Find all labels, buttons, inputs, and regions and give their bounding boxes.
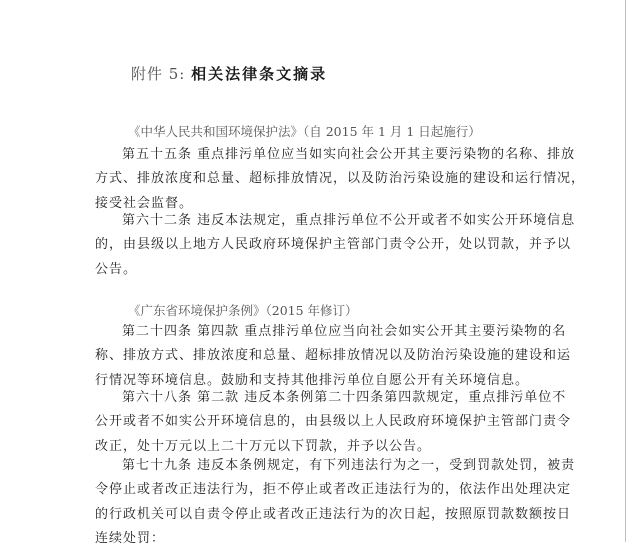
text-line: 第六十二条 违反本法规定，重点排污单位不公开或者不如实公开环境信息 [122,213,576,228]
text-line: 第七十九条 违反本条例规定，有下列违法行为之一，受到罚款处罚，被责 [122,458,576,473]
article-24-paragraph [95,320,575,393]
article-79-paragraph [95,454,575,551]
article-55-paragraph [95,143,586,216]
text-line: 公开或者不如实公开环境信息的，由县级以上人民政府环境保护主管部门责令 [95,414,572,430]
text-line: 称、排放方式、排放浓度和总量、超标排放情况以及防治污染设施的建设和运 [95,348,572,364]
text-line: 的行政机关可以自责令停止或者改正违法行为的次日起，按照原罚款数额按日 [95,506,572,522]
text-line: 第二十四条 第四款 重点排污单位应当向社会如实公开其主要污染物的名 [122,324,567,339]
text-line: 改正，处十万元以上二十万元以下罚款，并予以公告。 [95,438,432,454]
text-line: 第六十八条 第二款 违反本条例第二十四条第四款规定，重点排污单位不 [122,390,567,405]
text-line: 方式、排放浓度和总量、超标排放情况，以及防治污染设施的建设和运行情况， [95,171,586,187]
text-line: 连续处罚： [95,530,166,546]
law-title-guangdong-regulation: 《广东省环境保护条例》（2015 年修订） [128,303,358,318]
text-line: 行情况等环境信息。鼓励和支持其他排污单位自愿公开有关环境信息。 [95,372,530,388]
attachment-number: 附件 5: [131,65,186,83]
law-title-environmental-protection-law: 《中华人民共和国环境保护法》（自 2015 年 1 月 1 日起施行） [128,124,481,139]
page-edge-divider [625,0,626,542]
attachment-heading: 相关法律条文摘录 [191,65,328,83]
article-62-paragraph [95,209,575,282]
text-line: 接受社会监督。 [95,195,194,211]
attachment-title [131,63,327,84]
article-68-paragraph [95,386,575,459]
text-line: 令停止或者改正违法行为，拒不停止或者改正违法行为的，依法作出处理决定 [95,482,572,498]
text-line: 的，由县级以上地方人民政府环境保护主管部门责令公开，处以罚款，并予以 [95,237,572,253]
text-line: 公告。 [95,261,138,277]
text-line: 第五十五条 重点排污单位应当如实向社会公开其主要污染物的名称、排放 [122,147,576,162]
